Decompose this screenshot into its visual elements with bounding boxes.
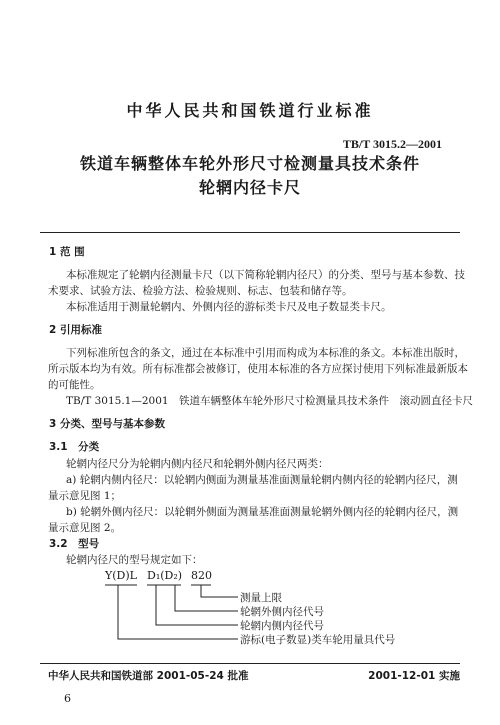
standard-number: TB/T 3015.2—2001 (342, 137, 442, 151)
model-label-inner-diameter-code: 轮辋内侧内径代号 (240, 620, 324, 632)
section-3-1-item-a-cont: 量示意见图 1； (48, 490, 122, 502)
section-1-paragraph-line: 本标准规定了轮辋内径测量卡尺（以下简称轮辋内径尺）的分类、型号与基本参数、技 (66, 269, 465, 281)
section-3-1-item-b: b) 轮辋外侧内径尺：以轮辋外侧面为测量基准面测量轮辋外侧内径的轮辋内径尺，测 (66, 506, 459, 518)
section-3-1-item-b-cont: 量示意见图 2。 (48, 522, 122, 534)
section-1-paragraph-line: 术要求、试验方法、检验方法、检验规则、标志、包装和储存等。 (48, 285, 353, 297)
section-3-1-paragraph: 轮辋内径尺分为轮辋内侧内径尺和轮辋外侧内径尺两类： (66, 458, 329, 470)
section-3-1-heading: 3.1 分类 (49, 441, 100, 453)
footer-approval: 中华人民共和国铁道部 2001-05-24 批准 (48, 670, 249, 682)
header-ministry-standard: 中华人民共和国铁道行业标准 (126, 101, 374, 120)
model-code-part3: 820 (191, 569, 212, 582)
section-2-reference: TB/T 3015.1—2001 铁道车辆整体车轮外形尺寸检测量具技术条件 滚动圆直径卡尺 (66, 395, 474, 407)
model-label-gauge-type-code: 游标(电子数显)类车轮用量具代号 (240, 634, 396, 646)
section-3-1-item-a: a) 轮辋内侧内径尺：以轮辋内侧面为测量基准面测量轮辋内侧内径的轮辋内径尺，测 (66, 474, 458, 486)
model-label-upper-limit: 测量上限 (240, 592, 282, 604)
footer-implementation: 2001-12-01 实施 (368, 670, 460, 682)
footer-divider (40, 663, 460, 664)
section-2-paragraph-line: 的可能性。 (48, 379, 101, 391)
section-3-2-heading: 3.2 型号 (49, 538, 100, 550)
document-subtitle: 轮辋内径卡尺 (198, 178, 301, 197)
model-code-part1: Y(D)L (105, 569, 137, 582)
section-3-heading: 3 分类、型号与基本参数 (49, 418, 165, 430)
section-2-heading: 2 引用标准 (49, 324, 102, 336)
section-2-paragraph-line: 下列标准所包含的条文，通过在本标准中引用而构成为本标准的条文。本标准出版时， (66, 347, 465, 359)
document-title: 铁道车辆整体车轮外形尺寸检测量具技术条件 (79, 154, 420, 173)
section-1-heading: 1 范 围 (49, 246, 85, 258)
model-label-outer-diameter-code: 轮辋外侧内径代号 (240, 606, 324, 618)
page-number: 6 (64, 692, 71, 705)
section-3-2-paragraph: 轮辋内径尺的型号规定如下： (66, 554, 203, 566)
model-code-part2: D₁(D₂) (147, 569, 183, 582)
section-1-paragraph-scope: 本标准适用于测量轮辋内、外侧内径的游标类卡尺及电子数显类卡尺。 (66, 301, 392, 313)
section-2-paragraph-line: 所示版本均为有效。所有标准都会被修订，使用本标准的各方应探讨使用下列标准最新版本 (48, 363, 468, 375)
